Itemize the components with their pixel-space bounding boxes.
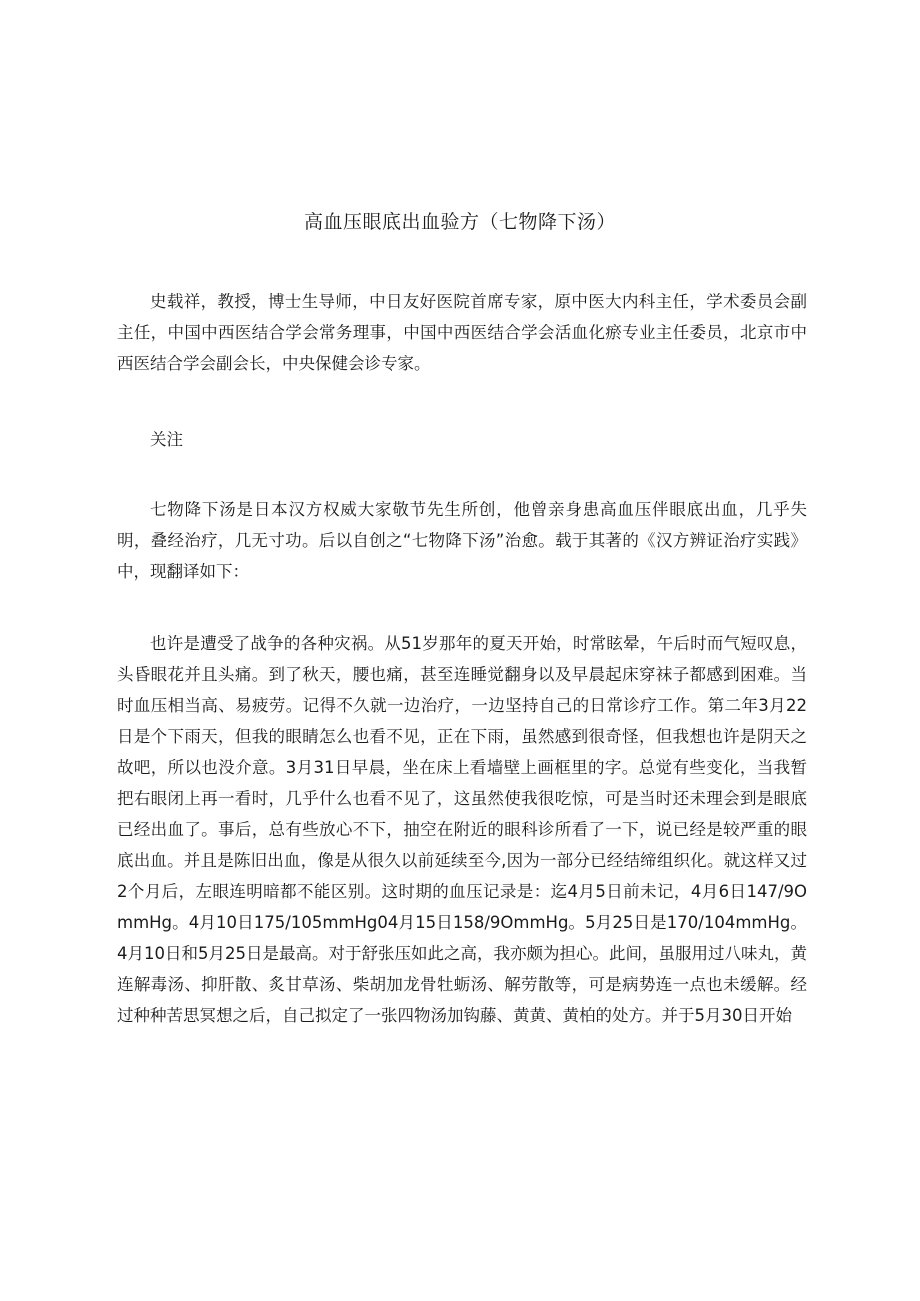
follow-label: 关注 (150, 430, 183, 449)
intro-paragraph: 七物降下汤是日本汉方权威大家敬节先生所创，他曾亲身患高血压伴眼底出血，几乎失明，叠经治疗，几无寸功。后以自创之“七物降下汤”治愈。载于其著的《汉方辨证治疗实践》中，现翻译如下： (117, 500, 807, 581)
narrative-paragraph: 也许是遭受了战争的各种灾祸。从51岁那年的夏天开始，时常眩晕，午后时而气短叹息，头昏眼花并且头痛。到了秋天，腰也痛，甚至连睡觉翻身以及早晨起床穿袜子都感到困难。当时血压相当高、易疲劳。记得不久就一边治疗，一边坚持自己的日常诊疗工作。第二年3月22日是个下雨天，但我的眼睛怎么也看不见，正在下雨，虽然感到很奇怪，但我想也许是阴天之故吧，所以也没介意。3月31日早晨，坐在床上看墙壁上画框里的字。总觉有些变化，当我暂把右眼闭上再一看时，几乎什么也看不见了，这虽然使我很吃惊，可是当时还未理会到是眼底已经出血了。事后，总有些放心不下，抽空在附近的眼科诊所看了一下，说已经是较严重的眼底出血。并且是陈旧出血，像是从很久以前延续至今,因为一部分已经结缔组织化。就这样又过2个月后，左眼连明暗都不能区别。这时期的血压记录是：迄4月5日前未记，4月6日147/9OmmHg。4月10日175/105mmHg04月15日158/9OmmHg。5月25日是170/104mmHg。4月10日和5月25日是最高。对于舒张压如此之高，我亦颇为担心。此间，虽服用过八味丸，黄连解毒汤、抑肝散、炙甘草汤、柴胡加龙骨牡蛎汤、解劳散等，可是病势连一点也未缓解。经过种种苦思冥想之后，自己拟定了一张四物汤加钩藤、黄黄、黄柏的处方。并于5月30日开始 (117, 634, 807, 1025)
document-title: 高血压眼底出血验方（七物降下汤） (303, 211, 616, 233)
author-bio-paragraph: 史载祥，教授，博士生导师，中日友好医院首席专家，原中医大内科主任，学术委员会副主任，中国中西医结合学会常务理事，中国中西医结合学会活血化瘀专业主任委员，北京市中西医结合学会副会长，中央保健会诊专家。 (117, 292, 807, 373)
